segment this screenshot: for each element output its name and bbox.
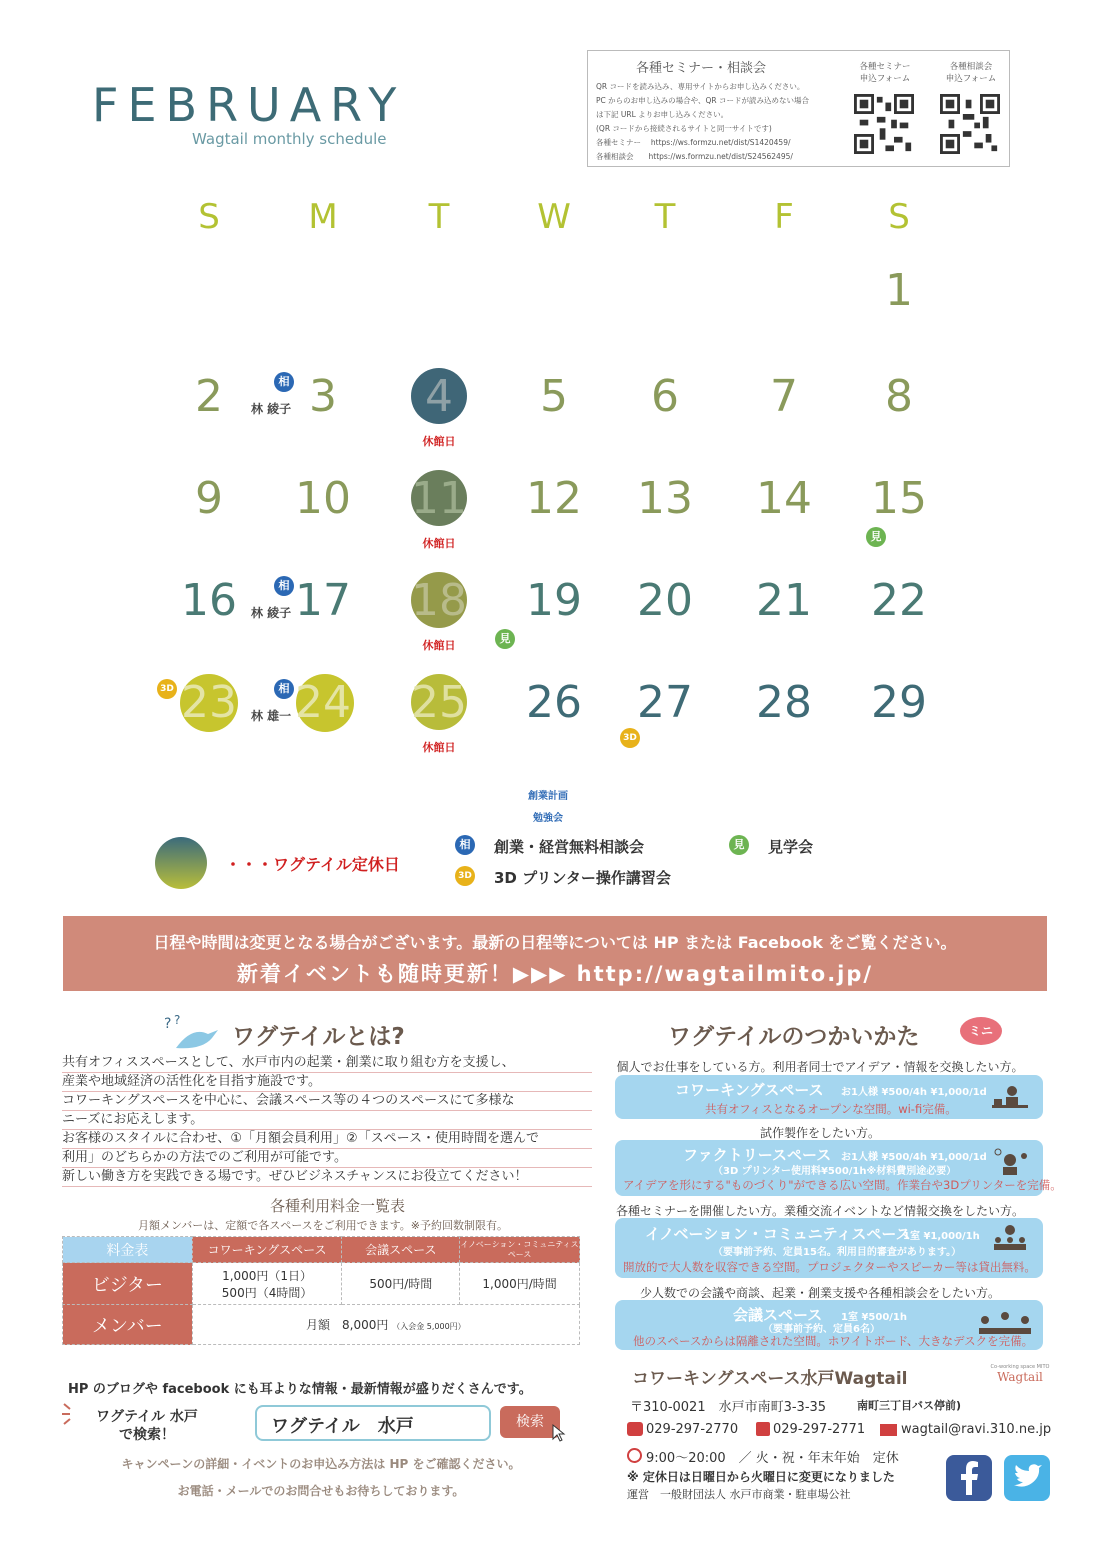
qr-code-icon[interactable] xyxy=(940,94,1000,154)
search-hint-line: ワグテイル 水戸 xyxy=(96,1409,198,1425)
fees-title: 各種利用料金一覧表 xyxy=(270,1197,406,1215)
tour-badge-icon: 見 xyxy=(495,629,515,649)
phone-icon xyxy=(627,1422,643,1436)
calendar-day[interactable]: 8 xyxy=(885,371,913,422)
qr1-label-2: 申込フォーム xyxy=(859,74,911,84)
footer-note: キャンペーンの詳細・イベントのお申込み方法は HP をご確認ください。 xyxy=(121,1457,521,1471)
visitor-cowork-price xyxy=(192,1263,342,1305)
seminar-line: は下記 URL よりお申し込みください。 xyxy=(596,110,729,119)
wagtail-logo xyxy=(985,1364,1055,1384)
space-price: お1人様 ¥500/4h ¥1,000/1d xyxy=(841,1087,987,1098)
bus-stop: 南町三丁目バス停前) xyxy=(857,1399,962,1412)
space-sub: （要事前予約、定員15名。利用目的審査があります。） xyxy=(713,1247,962,1258)
3d-printer-badge-icon: 3D xyxy=(455,866,475,886)
space-name: イノベーション・コミュニティスペース xyxy=(645,1225,911,1243)
tour-badge-icon: 見 xyxy=(866,527,886,547)
calendar-day[interactable]: 21 xyxy=(756,575,812,626)
logo-tagline: Co-working space MITO xyxy=(990,1364,1050,1370)
closed-day-legend: ・・・ワグテイル定休日 xyxy=(225,855,400,874)
member-entry-fee: （入会金 5,000円） xyxy=(392,1322,466,1331)
visitor-label: ビジター xyxy=(63,1263,193,1305)
email[interactable]: wagtail@ravi.310.ne.jp xyxy=(901,1422,1052,1437)
space-desc: 個人でお仕事をしている方。利用者同士でアイデア・情報を交換したい方。 xyxy=(616,1060,1024,1074)
calendar-day[interactable]: 27 xyxy=(637,677,693,728)
space-catch: 他のスペースからは隔離された空間。ホワイトボード、大きなデスクを完備。 xyxy=(633,1334,1034,1348)
clock-icon xyxy=(627,1448,642,1463)
weekday-fri: F xyxy=(774,197,794,237)
svg-text:?: ? xyxy=(164,1016,172,1032)
calendar-day[interactable]: 4 xyxy=(425,371,453,422)
weekday-thu: T xyxy=(654,197,676,237)
tour-badge-icon: 見 xyxy=(729,835,749,855)
twitter-icon[interactable] xyxy=(1004,1455,1050,1501)
meeting-icon xyxy=(975,1308,1035,1338)
space-card-innovation[interactable] xyxy=(615,1218,1043,1278)
qr-code-icon[interactable] xyxy=(854,94,914,154)
usage-title: ワグテイルのつかいかた xyxy=(668,1024,920,1050)
bird-icon xyxy=(162,1014,220,1052)
fax-icon xyxy=(756,1422,770,1436)
seminar-line: (QR コードから接続されるサイトと同一サイトです) xyxy=(596,124,772,133)
weekday-sat: S xyxy=(888,197,910,237)
extra-event-line: 創業計画 xyxy=(528,791,568,802)
calendar-day[interactable]: 20 xyxy=(637,575,693,626)
calendar-day[interactable]: 29 xyxy=(871,677,927,728)
calendar-day[interactable]: 26 xyxy=(526,677,582,728)
space-card-coworking[interactable] xyxy=(615,1075,1043,1119)
calendar-day[interactable]: 28 xyxy=(756,677,812,728)
fees-header: 料金表 xyxy=(63,1237,193,1263)
space-desc: 試作製作をしたい方。 xyxy=(759,1126,880,1140)
calendar-day[interactable]: 19 xyxy=(526,575,582,626)
seminar-box-title: 各種セミナー・相談会 xyxy=(636,61,767,76)
weekday-sun: S xyxy=(198,197,220,237)
visitor-innovation-price: 1,000円/時間 xyxy=(460,1263,580,1305)
qr2-label-2: 申込フォーム xyxy=(945,74,997,84)
banner-url[interactable]: 新着イベントも随時更新！▶▶▶ http://wagtailmito.jp/ xyxy=(236,962,874,986)
calendar-day[interactable]: 23 xyxy=(181,677,237,728)
weekday-wed: W xyxy=(537,197,571,237)
holiday-label: 休館日 xyxy=(422,639,456,652)
calendar-day[interactable]: 2 xyxy=(195,371,223,422)
calendar-day[interactable]: 3 xyxy=(309,371,337,422)
org-name: コワーキングスペース水戸Wagtail xyxy=(632,1369,908,1389)
svg-text:?: ? xyxy=(174,1014,181,1027)
space-sub: （3D プリンター使用料¥500/1h※材料費別途必要） xyxy=(713,1166,957,1177)
tour-legend: 見学会 xyxy=(768,838,814,856)
consult-legend: 創業・経営無料相談会 xyxy=(494,838,645,856)
calendar-day[interactable]: 14 xyxy=(756,473,812,524)
calendar-day[interactable]: 24 xyxy=(295,677,351,728)
price-line: 500円（4時間） xyxy=(221,1285,313,1300)
calendar-day[interactable]: 11 xyxy=(411,473,467,524)
about-line: 新しい働き方を実践できる場です。ぜひビジネスチャンスにお役立てください！ xyxy=(62,1168,592,1187)
cursor-icon xyxy=(551,1423,567,1443)
calendar-day[interactable]: 15 xyxy=(871,473,927,524)
space-name: 会議スペース xyxy=(733,1306,823,1324)
idea-worker-icon xyxy=(990,1146,1030,1176)
emphasis-icon xyxy=(60,1400,84,1428)
qr1-label-1: 各種セミナー xyxy=(859,62,911,72)
calendar-day[interactable]: 7 xyxy=(770,371,798,422)
mail-icon xyxy=(880,1424,897,1436)
qr1-label xyxy=(850,61,920,85)
holiday-label: 休館日 xyxy=(422,537,456,550)
mini-badge: ミニ xyxy=(960,1017,1002,1045)
space-desc: 少人数での会議や商談、起業・創業支援や各種相談会をしたい方。 xyxy=(639,1286,1000,1300)
notice-banner xyxy=(63,916,1047,991)
space-price: 1室 ¥1,000/1h xyxy=(903,1231,980,1242)
consult-badge-icon: 相 xyxy=(274,372,294,392)
calendar-day[interactable]: 6 xyxy=(651,371,679,422)
weekday-mon: M xyxy=(308,197,338,237)
about-line: 産業や地域経済の活性化を目指す施設です。 xyxy=(62,1073,592,1092)
space-name: ファクトリースペース xyxy=(683,1146,832,1164)
fees-table xyxy=(62,1236,580,1345)
consultant-name: 林 綾子 xyxy=(251,606,292,620)
seminar-url-line[interactable]: 各種セミナー https://ws.formzu.net/dist/S1420459/ xyxy=(596,138,791,147)
about-line: コワーキングスペースを中心に、会議スペース等の４つのスペースにて多様な xyxy=(62,1092,592,1111)
calendar-day[interactable]: 25 xyxy=(411,677,467,728)
community-icon xyxy=(990,1222,1030,1252)
space-desc: 各種セミナーを開催したい方。業種交流イベントなど情報交換をしたい方。 xyxy=(615,1204,1024,1218)
3d-printer-badge-icon: 3D xyxy=(157,679,177,699)
operator: 運営 一般財団法人 水戸市商業・駐車場公社 xyxy=(627,1488,851,1501)
consult-badge-icon: 相 xyxy=(274,576,294,596)
space-catch: 共有オフィスとなるオープンな空間。wi-fi完備。 xyxy=(705,1102,957,1116)
calendar-day[interactable]: 13 xyxy=(637,473,693,524)
consult-url-line[interactable]: 各種相談会 https://ws.formzu.net/dist/S24562495/ xyxy=(596,152,793,161)
space-card-meeting[interactable] xyxy=(615,1300,1043,1350)
calendar-day[interactable]: 18 xyxy=(411,575,467,626)
closing-notice: ※ 定休日は日曜日から火曜日に変更になりました xyxy=(627,1470,895,1484)
space-name: コワーキングスペース xyxy=(675,1081,824,1099)
search-hint xyxy=(96,1408,198,1444)
holiday-label: 休館日 xyxy=(422,741,456,754)
hp-note: HP のブログや facebook にも耳よりな情報・最新情報が盛りだくさんです。 xyxy=(68,1382,532,1397)
printer-legend: 3D プリンター操作講習会 xyxy=(494,869,671,887)
fees-header: 会議スペース xyxy=(342,1237,460,1263)
fees-header: コワーキングスペース xyxy=(192,1237,342,1263)
about-line: ニーズにお応えします。 xyxy=(62,1111,592,1130)
page-subtitle: Wagtail monthly schedule xyxy=(192,130,387,148)
qr2-label xyxy=(936,61,1006,85)
space-catch: 開放的で大人数を収容できる空間。プロジェクターやスピーカー等は貸出無料。 xyxy=(623,1260,1036,1274)
phone-number[interactable]: 029-297-2770 xyxy=(646,1422,739,1437)
space-sub: （要事前予約、定員6名） xyxy=(763,1324,880,1335)
desk-worker-icon xyxy=(990,1083,1030,1113)
calendar-day[interactable]: 17 xyxy=(295,575,351,626)
footer-note: お電話・メールでのお問合せもお待ちしております。 xyxy=(177,1484,465,1498)
consult-badge-icon: 相 xyxy=(455,835,475,855)
search-button[interactable]: 検索 xyxy=(500,1406,560,1438)
space-card-factory[interactable] xyxy=(615,1140,1062,1196)
about-line: 共有オフィススペースとして、水戸市内の起業・創業に取り組む方を支援し、 xyxy=(62,1054,592,1073)
facebook-icon[interactable] xyxy=(946,1455,992,1501)
fees-header: イノベーション・コミュニティスペース xyxy=(460,1237,580,1263)
address: 〒310-0021 水戸市南町3-3-35 xyxy=(630,1400,827,1415)
about-line: 利用」のどちらかの方法でのご利用が可能です。 xyxy=(62,1149,592,1168)
closed-day-legend-icon xyxy=(155,837,207,889)
banner-line-1: 日程や時間は変更となる場合がございます。最新の日程等については HP または Facebook をご覧ください。 xyxy=(153,933,957,952)
page-title: FEBRUARY xyxy=(92,78,406,132)
price-line: 1,000円（1日） xyxy=(222,1268,313,1283)
consult-badge-icon: 相 xyxy=(274,679,294,699)
extra-event-line: 勉強会 xyxy=(533,813,563,824)
member-label: メンバー xyxy=(63,1305,193,1345)
calendar-day[interactable]: 1 xyxy=(885,265,913,316)
space-catch: アイデアを形にする"ものづくり"ができる広い空間。作業台や3Dプリンターを完備。 xyxy=(623,1178,1062,1192)
member-price xyxy=(192,1305,579,1345)
space-price: 1室 ¥500/1h xyxy=(841,1312,908,1323)
qr2-label-1: 各種相談会 xyxy=(949,62,993,72)
consultant-name: 林 雄一 xyxy=(251,709,292,723)
calendar-day[interactable]: 16 xyxy=(181,575,237,626)
space-price: お1人様 ¥500/4h ¥1,000/1d xyxy=(841,1152,987,1163)
search-hint-line: で検索！ xyxy=(118,1427,175,1443)
fax-number: 029-297-2771 xyxy=(773,1422,866,1437)
extra-event xyxy=(518,786,578,830)
seminar-info-box xyxy=(587,50,1010,167)
holiday-label: 休館日 xyxy=(422,435,456,448)
calendar-day[interactable]: 9 xyxy=(195,473,223,524)
visitor-meeting-price: 500円/時間 xyxy=(342,1263,460,1305)
member-price-value: 月額 8,000円 xyxy=(306,1318,389,1332)
3d-printer-badge-icon: 3D xyxy=(620,728,640,748)
about-title: ワグテイルとは? xyxy=(232,1024,405,1050)
search-input[interactable]: ワグテイル 水戸 xyxy=(255,1405,491,1441)
business-hours: 9:00〜20:00 ／ 火・祝・年末年始 定休 xyxy=(646,1451,899,1466)
consultant-name: 林 綾子 xyxy=(251,402,292,416)
calendar-day[interactable]: 22 xyxy=(871,575,927,626)
logo-text: Wagtail xyxy=(997,1370,1043,1384)
calendar-day[interactable]: 5 xyxy=(540,371,568,422)
calendar-day[interactable]: 12 xyxy=(526,473,582,524)
calendar-day[interactable]: 10 xyxy=(295,473,351,524)
weekday-tue: T xyxy=(428,197,450,237)
seminar-line: QR コードを読み込み、専用サイトからお申し込みください。 xyxy=(596,82,805,91)
seminar-line: PC からのお申し込みの場合や、QR コードが読み込めない場合 xyxy=(596,96,809,105)
fees-subtitle: 月額メンバーは、定額で各スペースをご利用できます。※予約回数制限有。 xyxy=(138,1219,509,1232)
about-line: お客様のスタイルに合わせ、①「月額会員利用」②「スペース・使用時間を選んで xyxy=(62,1130,592,1149)
